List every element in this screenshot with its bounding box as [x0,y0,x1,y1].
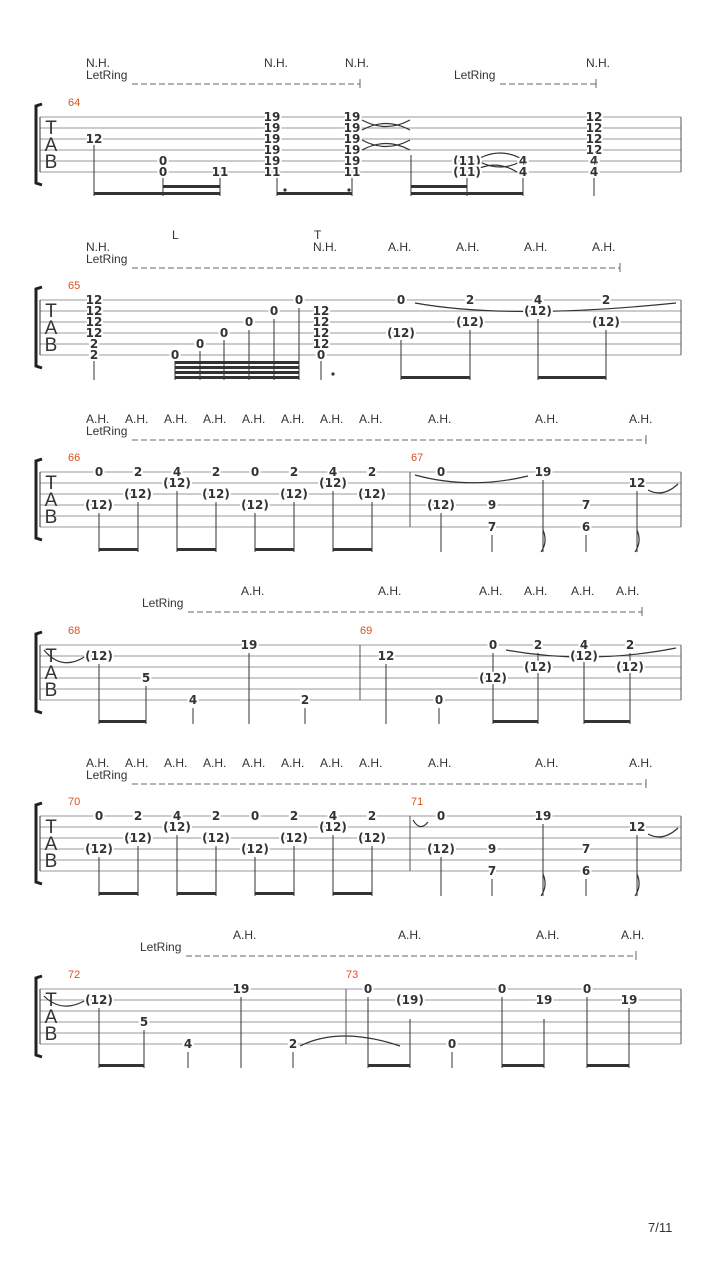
bar-number: 73 [346,969,359,981]
fret-number: (12) [479,671,507,685]
system-bracket [36,803,42,884]
tab-clef-letter: A [44,1007,58,1028]
technique-mark: A.H. [164,756,188,770]
fret-number: 12 [377,649,395,663]
tab-clef-letter: B [44,680,58,701]
fret-number: 19 [263,121,281,135]
technique-mark: A.H. [359,412,383,426]
technique-mark: A.H. [241,584,265,598]
fret-number: 2 [533,638,543,652]
technique-mark: A.H. [164,412,188,426]
technique-mark: A.H. [203,756,227,770]
fret-number: 19 [343,132,361,146]
fret-number: 12 [85,293,103,307]
fret-number: (12) [85,649,113,663]
beam [368,1064,410,1067]
technique-mark: N.H. [345,56,369,70]
tie-slur [413,820,428,827]
fret-number: 4 [533,293,543,307]
fret-number: 0 [170,348,180,362]
fret-number: 12 [312,304,330,318]
tie-slur [415,475,528,483]
fret-number: 4 [579,638,589,652]
tab-system [36,412,681,552]
beam [175,366,299,369]
fret-number: 19 [343,121,361,135]
technique-mark: A.H. [524,584,548,598]
fret-number: 4 [518,165,528,179]
bar-number: 72 [68,969,81,981]
fret-number: 0 [94,809,104,823]
fret-number: 19 [343,143,361,157]
technique-mark: A.H. [86,756,110,770]
fret-number: 12 [85,326,103,340]
fret-number: (12) [456,315,484,329]
fret-number: 12 [585,121,603,135]
fret-number: (12) [319,820,347,834]
fret-number: 0 [244,315,254,329]
fret-number: 0 [488,638,498,652]
fret-number: 6 [581,864,591,878]
fret-number: 4 [188,693,198,707]
fret-number: (11) [453,165,481,179]
technique-mark: L [172,228,179,242]
tab-clef-letter: T [45,646,57,667]
technique-mark: A.H. [456,240,480,254]
technique-mark: A.H. [281,756,305,770]
technique-mark: LetRing [454,68,496,82]
tab-clef-letter: A [44,318,58,339]
fret-number: 0 [363,982,373,996]
technique-mark: A.H. [535,756,559,770]
beam [255,892,294,895]
fret-number: 5 [139,1015,149,1029]
technique-mark: N.H. [86,240,110,254]
fret-number: 2 [289,465,299,479]
fret-number: 11 [343,165,361,179]
beam [584,720,630,723]
tab-system [36,228,681,380]
technique-mark: A.H. [479,584,503,598]
fret-number: 0 [94,465,104,479]
fret-number: 9 [487,498,497,512]
technique-mark: LetRing [140,940,182,954]
technique-mark: A.H. [388,240,412,254]
technique-mark: A.H. [621,928,645,942]
fret-number: (12) [202,487,230,501]
technique-mark: A.H. [629,412,653,426]
beam [175,361,299,364]
fret-number: (12) [524,660,552,674]
fret-number: 4 [589,165,599,179]
technique-mark: A.H. [616,584,640,598]
beam [277,192,352,195]
technique-mark: A.H. [359,756,383,770]
technique-mark: LetRing [86,68,128,82]
tab-system [36,584,681,724]
fret-number: 4 [183,1037,193,1051]
fret-number: 19 [263,132,281,146]
fret-number: 0 [436,809,446,823]
fret-number: 4 [172,465,182,479]
system-bracket [36,632,42,713]
tie-slur [480,153,520,158]
beam [99,548,138,551]
tab-system [36,56,681,196]
system-bracket [36,287,42,368]
fret-number: (12) [427,498,455,512]
fret-number: 4 [518,154,528,168]
fret-number: (12) [616,660,644,674]
fret-number: 19 [240,638,258,652]
fret-number: 0 [582,982,592,996]
fret-number: (12) [319,476,347,490]
fret-number: 19 [232,982,250,996]
fret-number: 2 [465,293,475,307]
fret-number: 19 [535,993,553,1007]
technique-mark: A.H. [125,412,149,426]
beam [401,376,470,379]
fret-number: (12) [202,831,230,845]
tab-clef-letter: A [44,490,58,511]
fret-number: (12) [85,993,113,1007]
technique-mark: A.H. [592,240,616,254]
fret-number: 7 [487,520,497,534]
fret-number: (12) [427,842,455,856]
fret-number: 0 [434,693,444,707]
fret-number: 2 [211,465,221,479]
fret-number: 4 [589,154,599,168]
fret-number: (19) [396,993,424,1007]
fret-number: (12) [358,831,386,845]
dot [347,188,350,191]
fret-number: (12) [163,476,191,490]
fret-number: 2 [89,348,99,362]
beam [175,371,299,374]
tab-clef-letter: T [45,817,57,838]
bar-number: 67 [411,452,424,464]
tab-clef-letter: B [44,507,58,528]
fret-number: (12) [387,326,415,340]
fret-number: 2 [289,809,299,823]
fret-number: 19 [534,465,552,479]
beam [177,892,216,895]
bar-number: 66 [68,452,81,464]
technique-mark: A.H. [320,412,344,426]
fret-number: (12) [241,842,269,856]
fret-number: 7 [581,842,591,856]
fret-number: 7 [487,864,497,878]
fret-number: 4 [328,465,338,479]
fret-number: 11 [211,165,229,179]
bar-number: 64 [68,97,81,109]
fret-number: 2 [288,1037,298,1051]
bar-number: 65 [68,280,81,292]
technique-mark: N.H. [86,56,110,70]
fret-number: 0 [269,304,279,318]
beam [587,1064,629,1067]
fret-number: 12 [585,132,603,146]
beam [493,720,538,723]
fret-number: (12) [280,831,308,845]
technique-mark: A.H. [571,584,595,598]
system-bracket [36,459,42,540]
technique-mark: N.H. [264,56,288,70]
beam [502,1064,544,1067]
fret-number: 12 [85,132,103,146]
fret-number: 2 [601,293,611,307]
fret-number: 0 [447,1037,457,1051]
technique-mark: A.H. [428,412,452,426]
technique-mark: A.H. [524,240,548,254]
fret-number: 0 [396,293,406,307]
technique-mark: A.H. [125,756,149,770]
fret-number: 0 [316,348,326,362]
fret-number: (12) [358,487,386,501]
technique-mark: A.H. [428,756,452,770]
beam [333,892,372,895]
technique-mark: LetRing [86,768,128,782]
fret-number: (12) [85,498,113,512]
tab-clef-letter: B [44,335,58,356]
fret-number: 11 [263,165,281,179]
beam [411,185,467,188]
beam [99,892,138,895]
technique-mark: A.H. [242,756,266,770]
fret-number: (12) [124,487,152,501]
fret-number: 2 [211,809,221,823]
technique-mark: LetRing [86,424,128,438]
fret-number: 2 [625,638,635,652]
technique-mark: A.H. [535,412,559,426]
fret-number: 12 [85,304,103,318]
fret-number: 12 [628,820,646,834]
fret-number: (12) [124,831,152,845]
fret-number: 19 [263,154,281,168]
tab-clef-letter: B [44,851,58,872]
fret-number: (11) [453,154,481,168]
fret-number: 6 [581,520,591,534]
fret-number: (12) [524,304,552,318]
fret-number: 5 [141,671,151,685]
beam [99,1064,144,1067]
fret-number: (12) [592,315,620,329]
fret-number: 19 [343,110,361,124]
beam [255,548,294,551]
fret-number: 0 [250,809,260,823]
technique-mark: T [314,228,322,242]
fret-number: 0 [497,982,507,996]
bar-number: 69 [360,625,373,637]
tab-clef-letter: T [45,473,57,494]
fret-number: 2 [300,693,310,707]
fret-number: (12) [280,487,308,501]
dot [331,372,334,375]
technique-mark: LetRing [142,596,184,610]
technique-mark: N.H. [586,56,610,70]
fret-number: 12 [585,110,603,124]
fret-number: 12 [312,315,330,329]
tie-slur [648,484,678,493]
beam [411,192,523,195]
technique-mark: A.H. [378,584,402,598]
beam [538,376,606,379]
fret-number: (12) [85,842,113,856]
fret-number: 19 [620,993,638,1007]
fret-number: (12) [241,498,269,512]
fret-number: 19 [534,809,552,823]
tab-clef-letter: A [44,834,58,855]
fret-number: 0 [195,337,205,351]
tab-clef-letter: T [45,301,57,322]
technique-mark: A.H. [242,412,266,426]
tie-slur [648,828,678,837]
fret-number: 19 [263,143,281,157]
fret-number: 9 [487,842,497,856]
fret-number: 2 [367,809,377,823]
beam [177,548,216,551]
fret-number: (12) [163,820,191,834]
tab-clef-letter: A [44,663,58,684]
system-bracket [36,976,42,1057]
fret-number: 12 [585,143,603,157]
fret-number: 4 [328,809,338,823]
tab-clef-letter: B [44,1024,58,1045]
fret-number: 12 [312,326,330,340]
fret-number: 0 [294,293,304,307]
tab-system [36,928,681,1068]
technique-mark: A.H. [320,756,344,770]
fret-number: 12 [85,315,103,329]
fret-number: 0 [436,465,446,479]
technique-mark: A.H. [86,412,110,426]
beam [333,548,372,551]
technique-mark: A.H. [203,412,227,426]
tab-system [36,756,681,896]
fret-number: 2 [133,465,143,479]
system-bracket [36,104,42,185]
fret-number: 2 [89,337,99,351]
fret-number: 0 [250,465,260,479]
dot [283,188,286,191]
fret-number: 7 [581,498,591,512]
beam [175,376,299,379]
tab-clef-letter: T [45,990,57,1011]
fret-number: 0 [219,326,229,340]
bar-number: 71 [411,796,424,808]
beam [94,192,220,195]
beam [99,720,146,723]
fret-number: 2 [367,465,377,479]
technique-mark: A.H. [233,928,257,942]
bar-number: 68 [68,625,81,637]
fret-number: 0 [158,165,168,179]
page-number: 7/11 [648,1220,673,1235]
fret-number: 19 [263,110,281,124]
fret-number: 2 [133,809,143,823]
technique-mark: A.H. [281,412,305,426]
technique-mark: LetRing [86,252,128,266]
fret-number: 0 [158,154,168,168]
fret-number: 4 [172,809,182,823]
fret-number: (12) [570,649,598,663]
tab-clef-letter: T [45,118,57,139]
technique-mark: N.H. [313,240,337,254]
tab-clef-letter: A [44,135,58,156]
fret-number: 12 [312,337,330,351]
beam [163,185,220,188]
tab-clef-letter: B [44,152,58,173]
technique-mark: A.H. [536,928,560,942]
fret-number: 19 [343,154,361,168]
bar-number: 70 [68,796,81,808]
technique-mark: A.H. [398,928,422,942]
fret-number: 12 [628,476,646,490]
technique-mark: A.H. [629,756,653,770]
